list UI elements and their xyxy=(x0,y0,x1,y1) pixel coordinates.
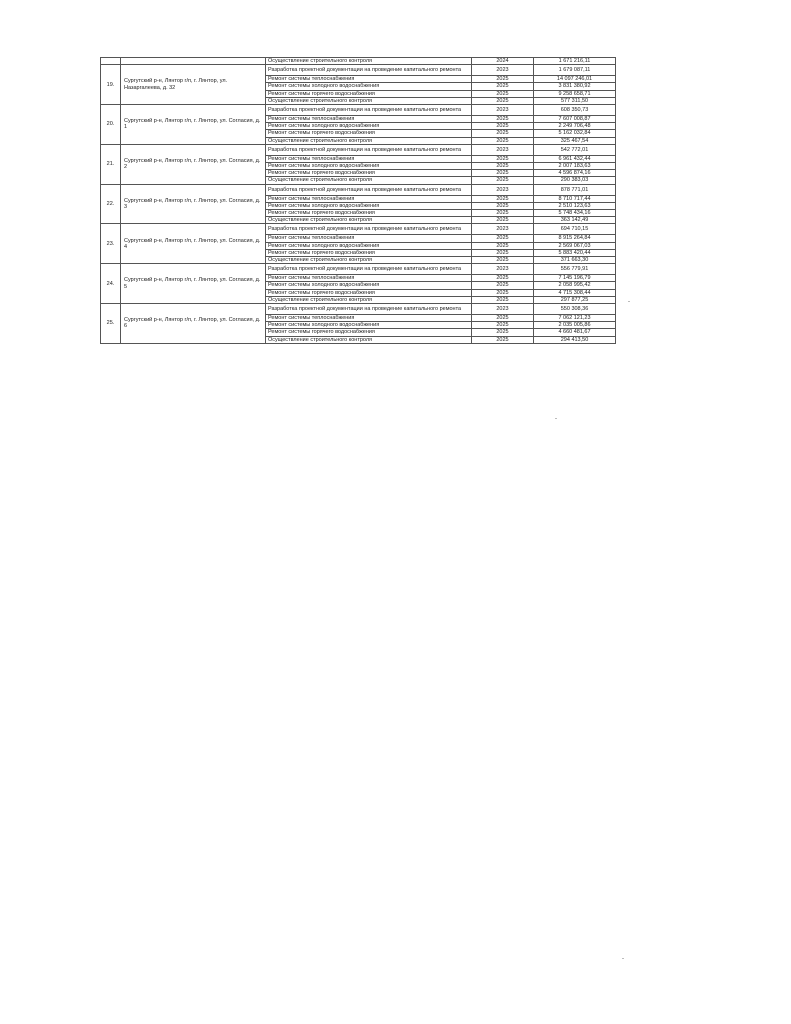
work-cost: 556 779,91 xyxy=(534,264,616,275)
work-year: 2025 xyxy=(472,163,534,170)
work-cost: 7 145 196,79 xyxy=(534,275,616,282)
work-name: Разработка проектной документации на проведение капитального ремонта xyxy=(266,304,472,315)
table-row xyxy=(101,264,616,275)
work-name: Ремонт системы холодного водоснабжения xyxy=(266,242,472,249)
work-year: 2025 xyxy=(472,130,534,137)
scan-speck xyxy=(628,301,630,302)
work-name: Осуществление строительного контроля xyxy=(266,296,472,303)
table-row xyxy=(101,65,616,76)
work-name: Ремонт системы теплоснабжения xyxy=(266,76,472,83)
work-cost: 608 350,73 xyxy=(534,105,616,116)
work-cost: 9 258 658,71 xyxy=(534,90,616,97)
empty-cell xyxy=(101,58,121,65)
work-name: Ремонт системы холодного водоснабжения xyxy=(266,282,472,289)
work-name: Ремонт системы горячего водоснабжения xyxy=(266,90,472,97)
work-name: Ремонт системы горячего водоснабжения xyxy=(266,249,472,256)
work-name: Ремонт системы холодного водоснабжения xyxy=(266,202,472,209)
work-name: Ремонт системы горячего водоснабжения xyxy=(266,170,472,177)
work-cost: 7 062 121,23 xyxy=(534,315,616,322)
work-year: 2025 xyxy=(472,195,534,202)
work-cost: 577 311,50 xyxy=(534,97,616,104)
work-year: 2023 xyxy=(472,264,534,275)
object-number: 25. xyxy=(101,304,121,344)
object-address: Сургутский р-н, Лянтор г/п, г. Лянтор, ул. Согласия, д. 5 xyxy=(121,264,266,304)
work-year: 2025 xyxy=(472,83,534,90)
work-cost: 2 007 183,63 xyxy=(534,163,616,170)
work-name: Осуществление строительного контроля xyxy=(266,217,472,224)
work-year: 2025 xyxy=(472,177,534,184)
table-row xyxy=(101,184,616,195)
work-name: Разработка проектной документации на проведение капитального ремонта xyxy=(266,264,472,275)
scan-speck xyxy=(555,418,557,419)
work-name: Разработка проектной документации на проведение капитального ремонта xyxy=(266,105,472,116)
work-name: Ремонт системы теплоснабжения xyxy=(266,155,472,162)
scan-speck xyxy=(622,958,624,959)
work-name: Ремонт системы холодного водоснабжения xyxy=(266,123,472,130)
work-year: 2023 xyxy=(472,224,534,235)
table-body xyxy=(101,58,616,344)
work-year: 2023 xyxy=(472,184,534,195)
work-year: 2025 xyxy=(472,322,534,329)
work-cost: 2 569 067,03 xyxy=(534,242,616,249)
work-cost: 14 097 246,01 xyxy=(534,76,616,83)
work-cost: 878 771,01 xyxy=(534,184,616,195)
work-name: Осуществление строительного контроля xyxy=(266,137,472,144)
work-name: Осуществление строительного контроля xyxy=(266,177,472,184)
work-name: Ремонт системы холодного водоснабжения xyxy=(266,163,472,170)
work-cost: 7 607 008,87 xyxy=(534,116,616,123)
work-cost: 4 660 481,67 xyxy=(534,329,616,336)
work-name: Разработка проектной документации на проведение капитального ремонта xyxy=(266,144,472,155)
object-address: Сургутский р-н, Лянтор г/п, г. Лянтор, ул. Согласия, д. 1 xyxy=(121,105,266,145)
work-cost: 5 162 032,84 xyxy=(534,130,616,137)
work-year: 2023 xyxy=(472,105,534,116)
work-year: 2025 xyxy=(472,242,534,249)
work-name: Ремонт системы теплоснабжения xyxy=(266,116,472,123)
work-year: 2025 xyxy=(472,329,534,336)
work-year: 2025 xyxy=(472,202,534,209)
object-address: Сургутский р-н, Лянтор г/п, г. Лянтор, ул. Назаргалеева, д. 32 xyxy=(121,65,266,105)
work-year: 2023 xyxy=(472,144,534,155)
work-cost: 297 877,25 xyxy=(534,296,616,303)
work-year: 2025 xyxy=(472,289,534,296)
work-year: 2025 xyxy=(472,90,534,97)
work-year: 2025 xyxy=(472,336,534,343)
empty-cell xyxy=(121,58,266,65)
work-year: 2025 xyxy=(472,97,534,104)
work-year: 2023 xyxy=(472,65,534,76)
object-address: Сургутский р-н, Лянтор г/п, г. Лянтор, ул. Согласия, д. 6 xyxy=(121,304,266,344)
work-cost: 1 679 087,11 xyxy=(534,65,616,76)
object-address: Сургутский р-н, Лянтор г/п, г. Лянтор, ул. Согласия, д. 3 xyxy=(121,184,266,224)
work-cost: 2 249 706,48 xyxy=(534,123,616,130)
work-year: 2025 xyxy=(472,235,534,242)
work-cost: 294 413,50 xyxy=(534,336,616,343)
object-number: 23. xyxy=(101,224,121,264)
work-year: 2025 xyxy=(472,76,534,83)
work-cost: 363 142,49 xyxy=(534,217,616,224)
object-address: Сургутский р-н, Лянтор г/п, г. Лянтор, ул. Согласия, д. 2 xyxy=(121,144,266,184)
work-name: Ремонт системы холодного водоснабжения xyxy=(266,83,472,90)
work-cost: 2 058 995,42 xyxy=(534,282,616,289)
capital-repair-table xyxy=(100,57,616,344)
object-number: 19. xyxy=(101,65,121,105)
work-name: Ремонт системы теплоснабжения xyxy=(266,195,472,202)
work-year: 2025 xyxy=(472,137,534,144)
work-cost: 3 831 380,92 xyxy=(534,83,616,90)
work-name: Ремонт системы теплоснабжения xyxy=(266,275,472,282)
table-row xyxy=(101,224,616,235)
object-number: 20. xyxy=(101,105,121,145)
work-cost: 8 710 717,44 xyxy=(534,195,616,202)
work-cost: 542 772,01 xyxy=(534,144,616,155)
work-cost: 8 915 264,84 xyxy=(534,235,616,242)
work-cost: 4 715 308,44 xyxy=(534,289,616,296)
work-year: 2024 xyxy=(472,58,534,65)
work-name: Разработка проектной документации на проведение капитального ремонта xyxy=(266,184,472,195)
work-name: Разработка проектной документации на проведение капитального ремонта xyxy=(266,65,472,76)
work-year: 2025 xyxy=(472,282,534,289)
work-name: Ремонт системы горячего водоснабжения xyxy=(266,210,472,217)
work-year: 2025 xyxy=(472,315,534,322)
work-cost: 6 961 432,44 xyxy=(534,155,616,162)
work-name: Ремонт системы теплоснабжения xyxy=(266,235,472,242)
work-year: 2025 xyxy=(472,249,534,256)
table-row xyxy=(101,105,616,116)
work-cost: 2 510 123,63 xyxy=(534,202,616,209)
object-number: 24. xyxy=(101,264,121,304)
work-name: Осуществление строительного контроля xyxy=(266,58,472,65)
work-year: 2025 xyxy=(472,296,534,303)
work-year: 2023 xyxy=(472,304,534,315)
work-cost: 4 596 874,16 xyxy=(534,170,616,177)
work-year: 2025 xyxy=(472,210,534,217)
work-year: 2025 xyxy=(472,217,534,224)
work-name: Разработка проектной документации на проведение капитального ремонта xyxy=(266,224,472,235)
work-year: 2025 xyxy=(472,170,534,177)
work-name: Ремонт системы горячего водоснабжения xyxy=(266,329,472,336)
table-row xyxy=(101,58,616,65)
work-cost: 325 467,54 xyxy=(534,137,616,144)
work-cost: 2 035 005,86 xyxy=(534,322,616,329)
object-number: 21. xyxy=(101,144,121,184)
work-cost: 290 383,03 xyxy=(534,177,616,184)
work-year: 2025 xyxy=(472,155,534,162)
table-row xyxy=(101,304,616,315)
work-name: Ремонт системы теплоснабжения xyxy=(266,315,472,322)
work-cost: 694 710,15 xyxy=(534,224,616,235)
work-name: Ремонт системы горячего водоснабжения xyxy=(266,289,472,296)
work-year: 2025 xyxy=(472,116,534,123)
work-cost: 5 883 420,44 xyxy=(534,249,616,256)
work-name: Осуществление строительного контроля xyxy=(266,97,472,104)
table-row xyxy=(101,144,616,155)
work-year: 2025 xyxy=(472,257,534,264)
work-cost: 5 748 434,16 xyxy=(534,210,616,217)
work-cost: 550 308,36 xyxy=(534,304,616,315)
work-name: Осуществление строительного контроля xyxy=(266,336,472,343)
work-name: Ремонт системы холодного водоснабжения xyxy=(266,322,472,329)
work-cost: 1 671 216,11 xyxy=(534,58,616,65)
object-number: 22. xyxy=(101,184,121,224)
work-year: 2025 xyxy=(472,275,534,282)
object-address: Сургутский р-н, Лянтор г/п, г. Лянтор, ул. Согласия, д. 4 xyxy=(121,224,266,264)
work-year: 2025 xyxy=(472,123,534,130)
work-cost: 371 663,30 xyxy=(534,257,616,264)
work-name: Осуществление строительного контроля xyxy=(266,257,472,264)
work-name: Ремонт системы горячего водоснабжения xyxy=(266,130,472,137)
